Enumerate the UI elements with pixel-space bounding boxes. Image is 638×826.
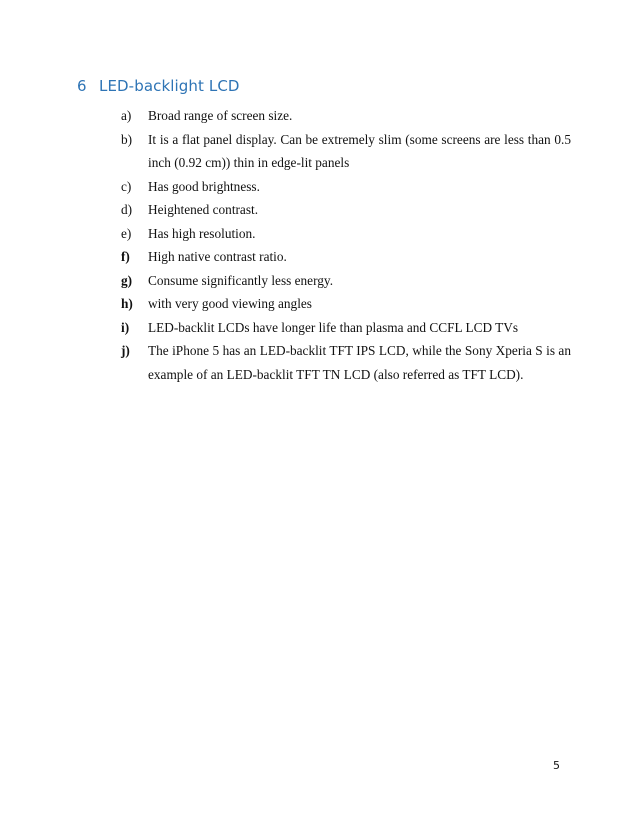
- list-item-text: Heightened contrast.: [148, 202, 259, 217]
- list-item-text: It is a flat panel display. Can be extremely slim (some screens are less than 0.5 inch (0.92 cm)) thin in edge-lit panels: [148, 131, 571, 170]
- list-item-text: The iPhone 5 has an LED-backlit TFT IPS LCD, while the Sony Xperia S is an example of an LED-backlit TFT TN LCD (also referred as TFT LCD).: [148, 343, 571, 382]
- list-item: [121, 269, 571, 293]
- list-item: [121, 292, 571, 316]
- list-item: [121, 339, 571, 386]
- list-marker: b): [121, 131, 133, 147]
- list-marker: a): [121, 108, 132, 123]
- list-marker: j): [121, 343, 130, 358]
- list-item-text: with very good viewing angles: [148, 296, 312, 311]
- page-number: 5: [553, 759, 560, 772]
- feature-list: [121, 104, 571, 386]
- list-item-text: LED-backlit LCDs have longer life than plasma and CCFL LCD TVs: [148, 319, 519, 335]
- list-item: [121, 222, 571, 246]
- list-marker: d): [121, 202, 133, 217]
- list-item: [121, 198, 571, 222]
- list-item: [121, 245, 571, 269]
- list-item: [121, 316, 571, 340]
- list-marker: e): [121, 225, 132, 241]
- list-marker: f): [121, 249, 130, 264]
- list-item-text: Has high resolution.: [148, 225, 256, 241]
- list-marker: i): [121, 319, 130, 335]
- list-item-text: Has good brightness.: [148, 178, 260, 194]
- list-item-text: Consume significantly less energy.: [148, 272, 334, 288]
- list-marker: h): [121, 296, 133, 311]
- section-number: 6: [77, 77, 87, 95]
- section-title: LED-backlight LCD: [99, 77, 240, 95]
- list-marker: c): [121, 178, 132, 194]
- list-item: [121, 128, 571, 175]
- list-marker: g): [121, 272, 133, 288]
- list-item-text: High native contrast ratio.: [148, 249, 287, 264]
- list-item: [121, 175, 571, 199]
- section-heading: [77, 77, 240, 95]
- list-item-text: Broad range of screen size.: [148, 108, 293, 123]
- list-item: [121, 104, 571, 128]
